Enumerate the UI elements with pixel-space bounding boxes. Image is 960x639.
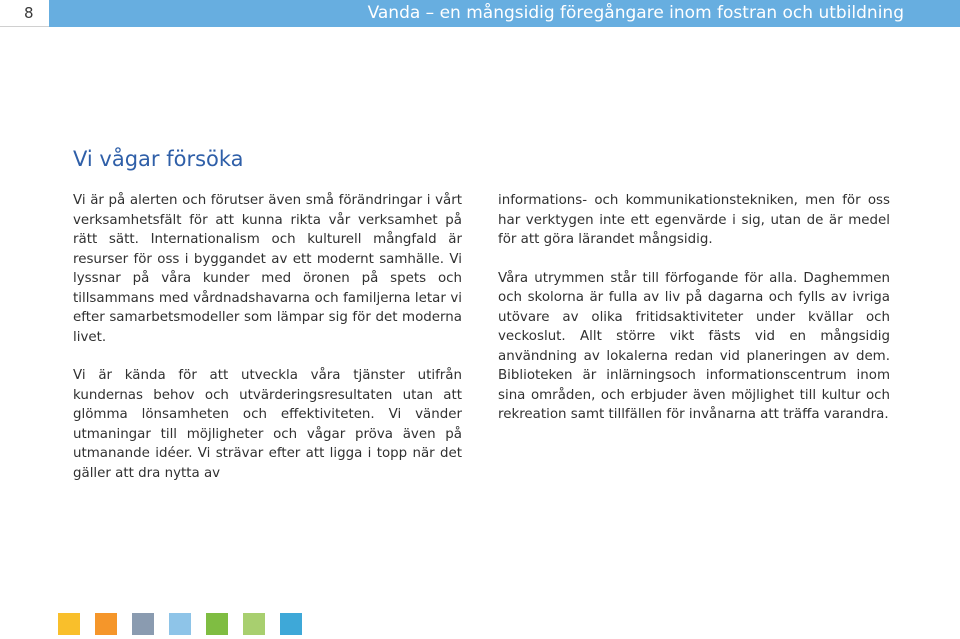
page-header bbox=[0, 0, 960, 27]
right-column bbox=[498, 191, 890, 444]
color-square-4 bbox=[169, 613, 191, 635]
color-square-5 bbox=[206, 613, 228, 635]
right-paragraph-2: Våra utrymmen står till förfogande för alla. Daghemmen och skolorna är fulla av liv på dagarna och fylls av ivriga utövare av olika fritidsaktiviteter under kvällar och veckoslut. Allt större vikt fästs vid en mångsidig användning av lokalerna redan vid planeringen av dem. Biblioteken är inlärningsoch informationscentrum inom sina områden, och erbjuder även möjlighet till kultur och rekreation samt tillfällen för invånarna att träffa varandra. bbox=[498, 270, 890, 422]
color-square-2 bbox=[95, 613, 117, 635]
left-paragraph-2: Vi är kända för att utveckla våra tjänster utifrån kundernas behov och utvärderingsresultaten utan att glömma lönsamheten och effektiviteten. Vi vänder utmaningar till möjligheter och vågar pröva även på utmanande idéer. Vi strävar efter att ligga i topp när det gäller att dra nytta av bbox=[73, 368, 462, 481]
left-column bbox=[73, 191, 462, 502]
right-paragraph-1: informations- och kommunikationstekniken, men för oss har verktygen inte ett egenvärde i sig, utan de är medel för att göra lärandet mångsidig. bbox=[498, 193, 890, 247]
page-number: 8 bbox=[0, 0, 49, 27]
color-square-3 bbox=[132, 613, 154, 635]
header-title: Vanda – en mångsidig föregångare inom fostran och utbildning bbox=[49, 0, 960, 27]
color-square-6 bbox=[243, 613, 265, 635]
color-square-7 bbox=[280, 613, 302, 635]
left-paragraph-1: Vi är på alerten och förutser även små förändringar i vårt verksamhetsfält för att kunna rikta vår verksamhet på rätt sätt. Internationalism och kulturell mångfald är resurser för oss i byggandet av ett modernt samhälle. Vi lyssnar på våra kunder med öronen på spets och tillsammans med vårdnadshavarna och familjerna letar vi efter samarbetsmodeller som lämpar sig för det moderna livet. bbox=[73, 193, 462, 345]
color-squares bbox=[58, 613, 317, 635]
color-square-1 bbox=[58, 613, 80, 635]
section-heading: Vi vågar försöka bbox=[73, 147, 244, 171]
